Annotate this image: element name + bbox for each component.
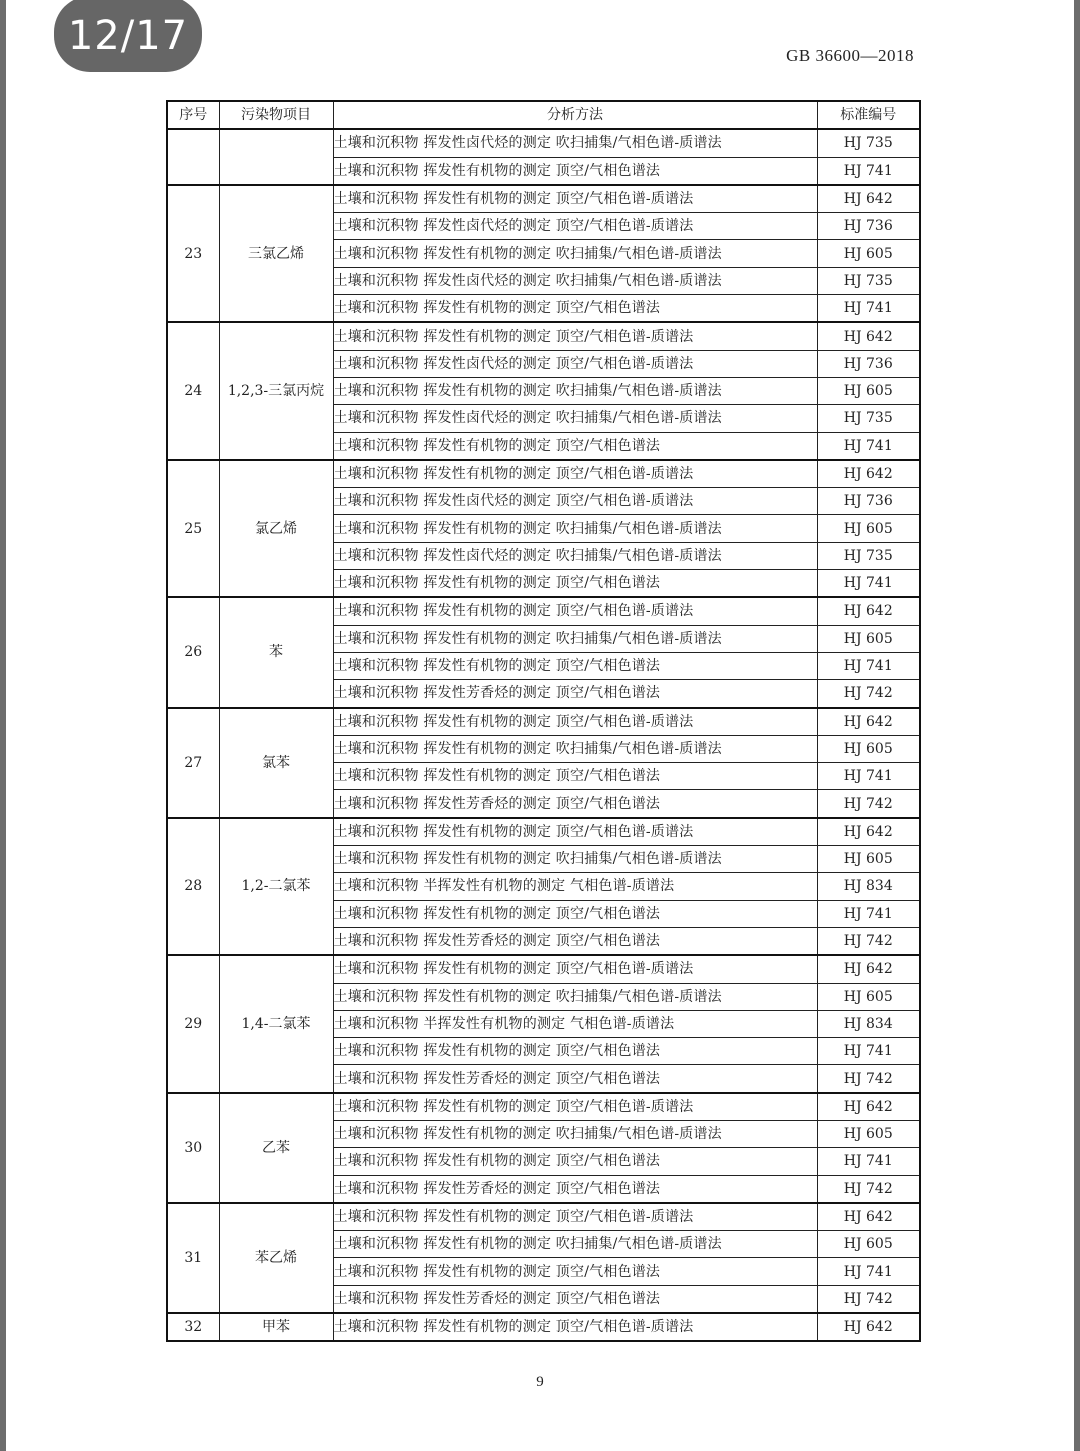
cell-analysis-method: 土壤和沉积物 挥发性有机物的测定 顶空/气相色谱法 [333, 1038, 817, 1065]
cell-standard-code: HJ 736 [817, 213, 920, 240]
cell-standard-code: HJ 742 [817, 1285, 920, 1313]
cell-standard-code: HJ 642 [817, 1313, 920, 1341]
cell-serial-no: 29 [167, 955, 219, 1092]
page-indicator-text: 12/17 [67, 13, 189, 59]
cell-standard-code: HJ 741 [817, 1038, 920, 1065]
cell-standard-code: HJ 742 [817, 1175, 920, 1203]
table-row [167, 460, 920, 488]
cell-analysis-method: 土壤和沉积物 挥发性卤代烃的测定 吹扫捕集/气相色谱-质谱法 [333, 405, 817, 432]
cell-analysis-method: 土壤和沉积物 挥发性有机物的测定 顶空/气相色谱法 [333, 900, 817, 927]
table-row [167, 322, 920, 350]
cell-analysis-method: 土壤和沉积物 挥发性卤代烃的测定 吹扫捕集/气相色谱-质谱法 [333, 129, 817, 157]
cell-serial-no [167, 129, 219, 185]
cell-analysis-method: 土壤和沉积物 挥发性卤代烃的测定 吹扫捕集/气相色谱-质谱法 [333, 542, 817, 569]
cell-analysis-method: 土壤和沉积物 挥发性有机物的测定 顶空/气相色谱法 [333, 295, 817, 323]
cell-analysis-method: 土壤和沉积物 挥发性有机物的测定 顶空/气相色谱法 [333, 432, 817, 460]
cell-standard-code: HJ 605 [817, 846, 920, 873]
header-pollutant: 污染物项目 [219, 101, 333, 129]
cell-standard-code: HJ 741 [817, 652, 920, 679]
cell-analysis-method: 土壤和沉积物 挥发性有机物的测定 吹扫捕集/气相色谱-质谱法 [333, 1120, 817, 1147]
cell-analysis-method: 土壤和沉积物 挥发性芳香烃的测定 顶空/气相色谱法 [333, 1175, 817, 1203]
cell-pollutant-name: 氯乙烯 [219, 460, 333, 597]
cell-pollutant-name: 乙苯 [219, 1093, 333, 1203]
cell-standard-code: HJ 735 [817, 267, 920, 294]
cell-standard-code: HJ 642 [817, 1093, 920, 1121]
cell-standard-code: HJ 736 [817, 488, 920, 515]
table-row [167, 818, 920, 846]
cell-standard-code: HJ 742 [817, 1065, 920, 1093]
cell-analysis-method: 土壤和沉积物 挥发性有机物的测定 顶空/气相色谱-质谱法 [333, 185, 817, 213]
cell-standard-code: HJ 605 [817, 1120, 920, 1147]
cell-standard-code: HJ 741 [817, 1258, 920, 1285]
cell-serial-no: 24 [167, 322, 219, 459]
cell-analysis-method: 土壤和沉积物 挥发性卤代烃的测定 顶空/气相色谱-质谱法 [333, 213, 817, 240]
cell-analysis-method: 土壤和沉积物 挥发性有机物的测定 顶空/气相色谱法 [333, 157, 817, 185]
cell-analysis-method: 土壤和沉积物 挥发性芳香烃的测定 顶空/气相色谱法 [333, 680, 817, 708]
cell-analysis-method: 土壤和沉积物 挥发性有机物的测定 顶空/气相色谱法 [333, 1258, 817, 1285]
cell-analysis-method: 土壤和沉积物 半挥发性有机物的测定 气相色谱-质谱法 [333, 1010, 817, 1037]
cell-analysis-method: 土壤和沉积物 半挥发性有机物的测定 气相色谱-质谱法 [333, 873, 817, 900]
cell-pollutant-name: 1,2-二氯苯 [219, 818, 333, 955]
table-row [167, 1093, 920, 1121]
cell-standard-code: HJ 642 [817, 1203, 920, 1231]
cell-analysis-method: 土壤和沉积物 挥发性有机物的测定 顶空/气相色谱法 [333, 763, 817, 790]
cell-analysis-method: 土壤和沉积物 挥发性有机物的测定 吹扫捕集/气相色谱-质谱法 [333, 846, 817, 873]
cell-analysis-method: 土壤和沉积物 挥发性芳香烃的测定 顶空/气相色谱法 [333, 1065, 817, 1093]
cell-pollutant-name: 1,4-二氯苯 [219, 955, 333, 1092]
cell-analysis-method: 土壤和沉积物 挥发性有机物的测定 顶空/气相色谱-质谱法 [333, 955, 817, 983]
cell-serial-no: 30 [167, 1093, 219, 1203]
cell-analysis-method: 土壤和沉积物 挥发性卤代烃的测定 顶空/气相色谱-质谱法 [333, 488, 817, 515]
cell-analysis-method: 土壤和沉积物 挥发性有机物的测定 顶空/气相色谱-质谱法 [333, 708, 817, 736]
table-row [167, 1313, 920, 1341]
cell-standard-code: HJ 735 [817, 129, 920, 157]
cell-analysis-method: 土壤和沉积物 挥发性芳香烃的测定 顶空/气相色谱法 [333, 790, 817, 818]
cell-standard-code: HJ 642 [817, 460, 920, 488]
cell-standard-code: HJ 742 [817, 790, 920, 818]
cell-serial-no: 28 [167, 818, 219, 955]
page-number: 9 [536, 1374, 544, 1390]
cell-standard-code: HJ 741 [817, 432, 920, 460]
standard-code-header: GB 36600—2018 [786, 46, 914, 65]
cell-standard-code: HJ 742 [817, 927, 920, 955]
table-body [167, 129, 920, 1341]
cell-pollutant-name [219, 129, 333, 185]
cell-analysis-method: 土壤和沉积物 挥发性有机物的测定 吹扫捕集/气相色谱-质谱法 [333, 625, 817, 652]
cell-analysis-method: 土壤和沉积物 挥发性有机物的测定 吹扫捕集/气相色谱-质谱法 [333, 377, 817, 404]
cell-serial-no: 27 [167, 708, 219, 818]
cell-analysis-method: 土壤和沉积物 挥发性芳香烃的测定 顶空/气相色谱法 [333, 927, 817, 955]
cell-standard-code: HJ 742 [817, 680, 920, 708]
cell-analysis-method: 土壤和沉积物 挥发性有机物的测定 顶空/气相色谱-质谱法 [333, 1093, 817, 1121]
cell-pollutant-name: 苯 [219, 597, 333, 707]
cell-analysis-method: 土壤和沉积物 挥发性有机物的测定 吹扫捕集/气相色谱-质谱法 [333, 1231, 817, 1258]
cell-standard-code: HJ 642 [817, 185, 920, 213]
cell-standard-code: HJ 642 [817, 322, 920, 350]
cell-standard-code: HJ 741 [817, 900, 920, 927]
cell-analysis-method: 土壤和沉积物 挥发性有机物的测定 顶空/气相色谱-质谱法 [333, 1313, 817, 1341]
cell-standard-code: HJ 642 [817, 708, 920, 736]
cell-standard-code: HJ 741 [817, 570, 920, 598]
cell-analysis-method: 土壤和沉积物 挥发性卤代烃的测定 吹扫捕集/气相色谱-质谱法 [333, 267, 817, 294]
cell-standard-code: HJ 735 [817, 542, 920, 569]
cell-analysis-method: 土壤和沉积物 挥发性有机物的测定 顶空/气相色谱-质谱法 [333, 1203, 817, 1231]
cell-standard-code: HJ 741 [817, 295, 920, 323]
cell-standard-code: HJ 642 [817, 955, 920, 983]
table-row [167, 185, 920, 213]
cell-standard-code: HJ 605 [817, 983, 920, 1010]
cell-standard-code: HJ 741 [817, 157, 920, 185]
cell-analysis-method: 土壤和沉积物 挥发性有机物的测定 顶空/气相色谱-质谱法 [333, 460, 817, 488]
cell-pollutant-name: 甲苯 [219, 1313, 333, 1341]
header-serial-no: 序号 [167, 101, 219, 129]
cell-serial-no: 31 [167, 1203, 219, 1313]
cell-standard-code: HJ 736 [817, 350, 920, 377]
cell-analysis-method: 土壤和沉积物 挥发性有机物的测定 顶空/气相色谱-质谱法 [333, 818, 817, 846]
cell-analysis-method: 土壤和沉积物 挥发性有机物的测定 顶空/气相色谱法 [333, 1148, 817, 1175]
cell-serial-no: 32 [167, 1313, 219, 1341]
cell-pollutant-name: 氯苯 [219, 708, 333, 818]
cell-pollutant-name: 苯乙烯 [219, 1203, 333, 1313]
cell-serial-no: 23 [167, 185, 219, 322]
cell-standard-code: HJ 741 [817, 763, 920, 790]
cell-standard-code: HJ 834 [817, 873, 920, 900]
table-row [167, 1203, 920, 1231]
cell-standard-code: HJ 642 [817, 818, 920, 846]
cell-standard-code: HJ 642 [817, 597, 920, 625]
analysis-methods-table [166, 100, 921, 1342]
table-row [167, 955, 920, 983]
cell-pollutant-name: 三氯乙烯 [219, 185, 333, 322]
table-row [167, 708, 920, 736]
page-indicator-badge[interactable] [54, 0, 202, 72]
cell-analysis-method: 土壤和沉积物 挥发性有机物的测定 吹扫捕集/气相色谱-质谱法 [333, 983, 817, 1010]
cell-standard-code: HJ 834 [817, 1010, 920, 1037]
cell-standard-code: HJ 735 [817, 405, 920, 432]
cell-analysis-method: 土壤和沉积物 挥发性有机物的测定 顶空/气相色谱法 [333, 652, 817, 679]
table-row [167, 129, 920, 157]
header-method: 分析方法 [333, 101, 817, 129]
cell-standard-code: HJ 605 [817, 625, 920, 652]
cell-standard-code: HJ 605 [817, 1231, 920, 1258]
header-standard-code: 标准编号 [817, 101, 920, 129]
cell-standard-code: HJ 605 [817, 735, 920, 762]
cell-analysis-method: 土壤和沉积物 挥发性有机物的测定 吹扫捕集/气相色谱-质谱法 [333, 735, 817, 762]
cell-standard-code: HJ 605 [817, 377, 920, 404]
cell-standard-code: HJ 605 [817, 240, 920, 267]
cell-analysis-method: 土壤和沉积物 挥发性有机物的测定 吹扫捕集/气相色谱-质谱法 [333, 240, 817, 267]
cell-serial-no: 25 [167, 460, 219, 597]
cell-pollutant-name: 1,2,3-三氯丙烷 [219, 322, 333, 459]
table-row [167, 597, 920, 625]
cell-analysis-method: 土壤和沉积物 挥发性有机物的测定 吹扫捕集/气相色谱-质谱法 [333, 515, 817, 542]
cell-standard-code: HJ 605 [817, 515, 920, 542]
table-header-row [167, 101, 920, 129]
cell-analysis-method: 土壤和沉积物 挥发性有机物的测定 顶空/气相色谱-质谱法 [333, 322, 817, 350]
cell-analysis-method: 土壤和沉积物 挥发性有机物的测定 顶空/气相色谱-质谱法 [333, 597, 817, 625]
cell-analysis-method: 土壤和沉积物 挥发性有机物的测定 顶空/气相色谱法 [333, 570, 817, 598]
cell-analysis-method: 土壤和沉积物 挥发性芳香烃的测定 顶空/气相色谱法 [333, 1285, 817, 1313]
cell-analysis-method: 土壤和沉积物 挥发性卤代烃的测定 顶空/气相色谱-质谱法 [333, 350, 817, 377]
cell-serial-no: 26 [167, 597, 219, 707]
cell-standard-code: HJ 741 [817, 1148, 920, 1175]
